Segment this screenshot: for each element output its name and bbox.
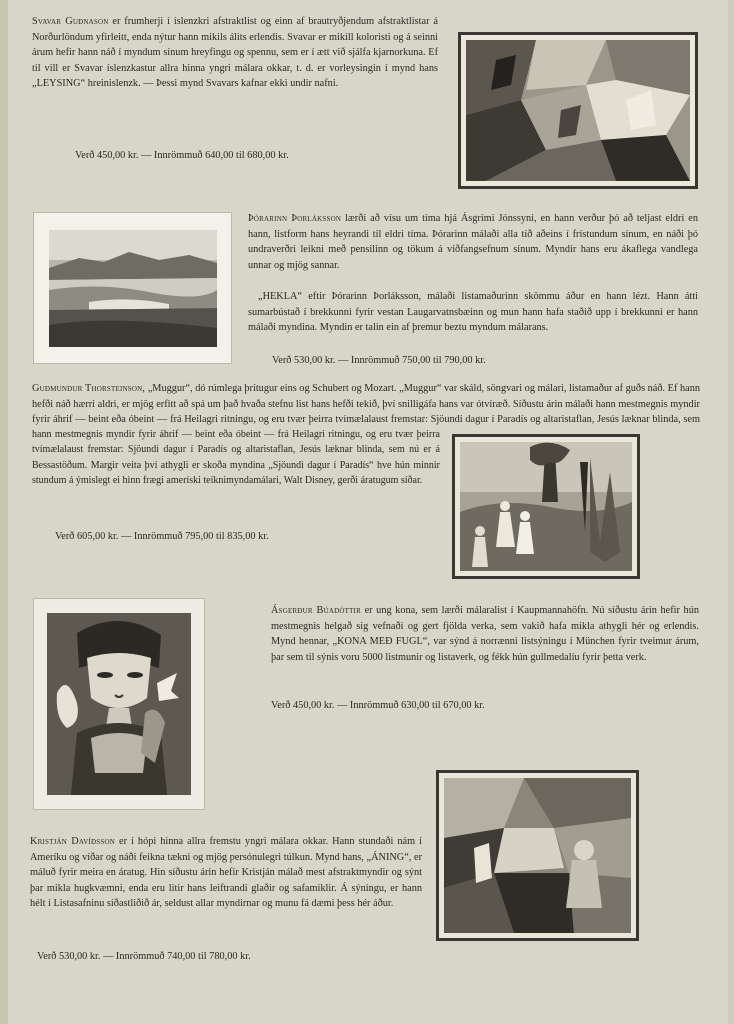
- entry-muggur-text-top: [32, 381, 700, 427]
- page-edge: [728, 0, 734, 1024]
- artist-name: Guðmundur Thorsteinson,: [32, 383, 146, 394]
- price-line: Verð 605,00 kr. — Innrömmuð 795,00 til 835,00 kr.: [55, 531, 269, 542]
- abstract-figure-painting-image: [444, 778, 631, 933]
- painting-leysing-image: [458, 32, 698, 189]
- entry-body: lærði að vísu um tíma hjá Ásgrími Jónssyni, en hann verður þó að teljast eldri en hann, listform hans heyrandi til eldri tíma. Þórarinn málaði alla tíð aðeins í frístundum sínum, en náði þó undraverðri leikni með pensilinn og tökum á viðfangsefnum sínum. Myndir hans eru ákaflega vandlega unnar og mjög sannar.: [248, 213, 698, 271]
- entry-body: er ung kona, sem lærði málaralist í Kaupmannahöfn. Nú síðustu árin hefir hún mestmegnis helgað sig vefnaði og gert fjölda verka, sem vakið hafa mikla athygli hér og erlendis. Mynd hennar, „KONA MEÐ FUGL“, var sýnd á norrænni listsýningu í München fyrir tveimur árum, þar sem til sýnis voru 5000 listmunir og listaverk, og fékk hún gullmedalíu fyrir þetta verk.: [271, 605, 699, 663]
- entry-muggur-text-rest: [32, 427, 440, 519]
- painting-muggur-image: [452, 434, 640, 579]
- painting-hekla-image: [33, 212, 232, 364]
- artist-name: Svavar Guðnason: [32, 16, 109, 27]
- entry-thorarinn-text: [248, 211, 698, 273]
- entry-body: „Muggur“, dó rúmlega þrítugur eins og Schubert og Mozart. „Muggur“ var skáld, söngvari og málari, listamaður af guðs náð. Ef hann hefði náð hærri aldri, er mjög erfitt að spá um það hvaða stefnu list hans hefði tekið, því snilligáfa hans var ótvíræð. Síðustu árin málaði hann mestmegnis myndir fyrir áhrif — beint eða óbeint — frá Heilagri ritningu, og eru tvær þeirra tvímælalaust fremstar: Sjöundi dagur í Paradís og altaristaflan, Jesús læknar blinda, sem: [32, 383, 700, 426]
- entry-asgerdur-text: [271, 603, 699, 665]
- entry-kristjan-text: [30, 834, 422, 912]
- entry-body: er frumherji í íslenzkri afstraktlist og einn af brautryðjendum afstraktlistar á Norðurlöndum yfirleitt, enda nýtur hann mikils álits erlendis. Svavar er mikill koloristi og á seinni árum hefir hann náð í myndum sínum hreyfingu og spennu, sem er í ætt við sjálfa kjarnorkuna. Ef til vill er Svavar íslenzkastur allra hinna yngri málara okkar, t. d. er vorleysingin í mynd hans „LEYSING“ hreinislenzk. — Þessi mynd Svavars kafnar ekki undir nafni.: [32, 16, 438, 90]
- price-line: Verð 450,00 kr. — Innrömmuð 630,00 til 670,00 kr.: [271, 700, 485, 711]
- page-spine-shadow: [0, 0, 8, 1024]
- price-line: Verð 530,00 kr. — Innrömmuð 750,00 til 790,00 kr.: [272, 355, 486, 366]
- figure-painting-image: [460, 442, 632, 571]
- artist-name: Kristján Davíðsson: [30, 836, 115, 847]
- artist-name: Þórarinn Þorláksson: [248, 213, 342, 224]
- price-line: Verð 530,00 kr. — Innrömmuð 740,00 til 780,00 kr.: [37, 951, 251, 962]
- entry-body: er í hópi hinna allra fremstu yngri málara okkar. Hann stundaði nám í Ameríku og víðar og náði feikna tækni og mjög persónulegri túlkun. Mynd hans, „ÁNING“, er máluð fyrir meira en áratug. Hin síðustu árin hefir Kristján málað mest afstraktmyndir og sýnt þar mikla hugkvæmni, enda eru litir hans leiftrandi glaðir og safamiklir. Á sýningu, er hann hélt í Listasafninu síðastliðið ár, seldust allar myndirnar og munu fá dæmi þess hér áður.: [30, 836, 423, 910]
- artist-name: Ásgerður Búadóttir: [271, 605, 361, 616]
- painting-kona-med-fugl-image: [33, 598, 205, 810]
- entry-svavar-text: [32, 14, 438, 92]
- entry-thorarinn-text-2: [248, 289, 698, 336]
- price-line: Verð 450,00 kr. — Innrömmuð 640,00 til 680,00 kr.: [75, 150, 289, 161]
- woman-with-bird-painting-image: [47, 613, 191, 795]
- entry-body-continued: hann mestmegnis myndir fyrir áhrif — beint eða óbeint — frá Heilagri ritningu, og eru tvær þeirra tvímælalaust fremstar: Sjöundi dagur í Paradís og altaristaflan, Jesús læknar blinda, sem nú er á Bessastöðum. Margir veita því athygli er skoða myndina „Sjöundi dagur í Paradís“ hve hún minnir stundum á ýmislegt ei hinn frægi ameríski teiknimyndamálari, Walt Disney, gerði áratugum síðar.: [32, 429, 440, 486]
- painting-aning-image: [436, 770, 639, 941]
- abstract-painting-image: [466, 40, 690, 181]
- entry-body-2: „HEKLA“ eftir Þórarinn Þorláksson, málaði listamaðurinn skömmu áður en hann lézt. Hann átti sumarbústað í brekkunni fyrir vestan Laugarvatnsbæinn og mun hann hafa staðið upp í brekkunni er hann málaði myndina. Myndin er talin ein af þremur beztu myndum málarans.: [248, 291, 698, 334]
- landscape-painting-image: [49, 230, 217, 347]
